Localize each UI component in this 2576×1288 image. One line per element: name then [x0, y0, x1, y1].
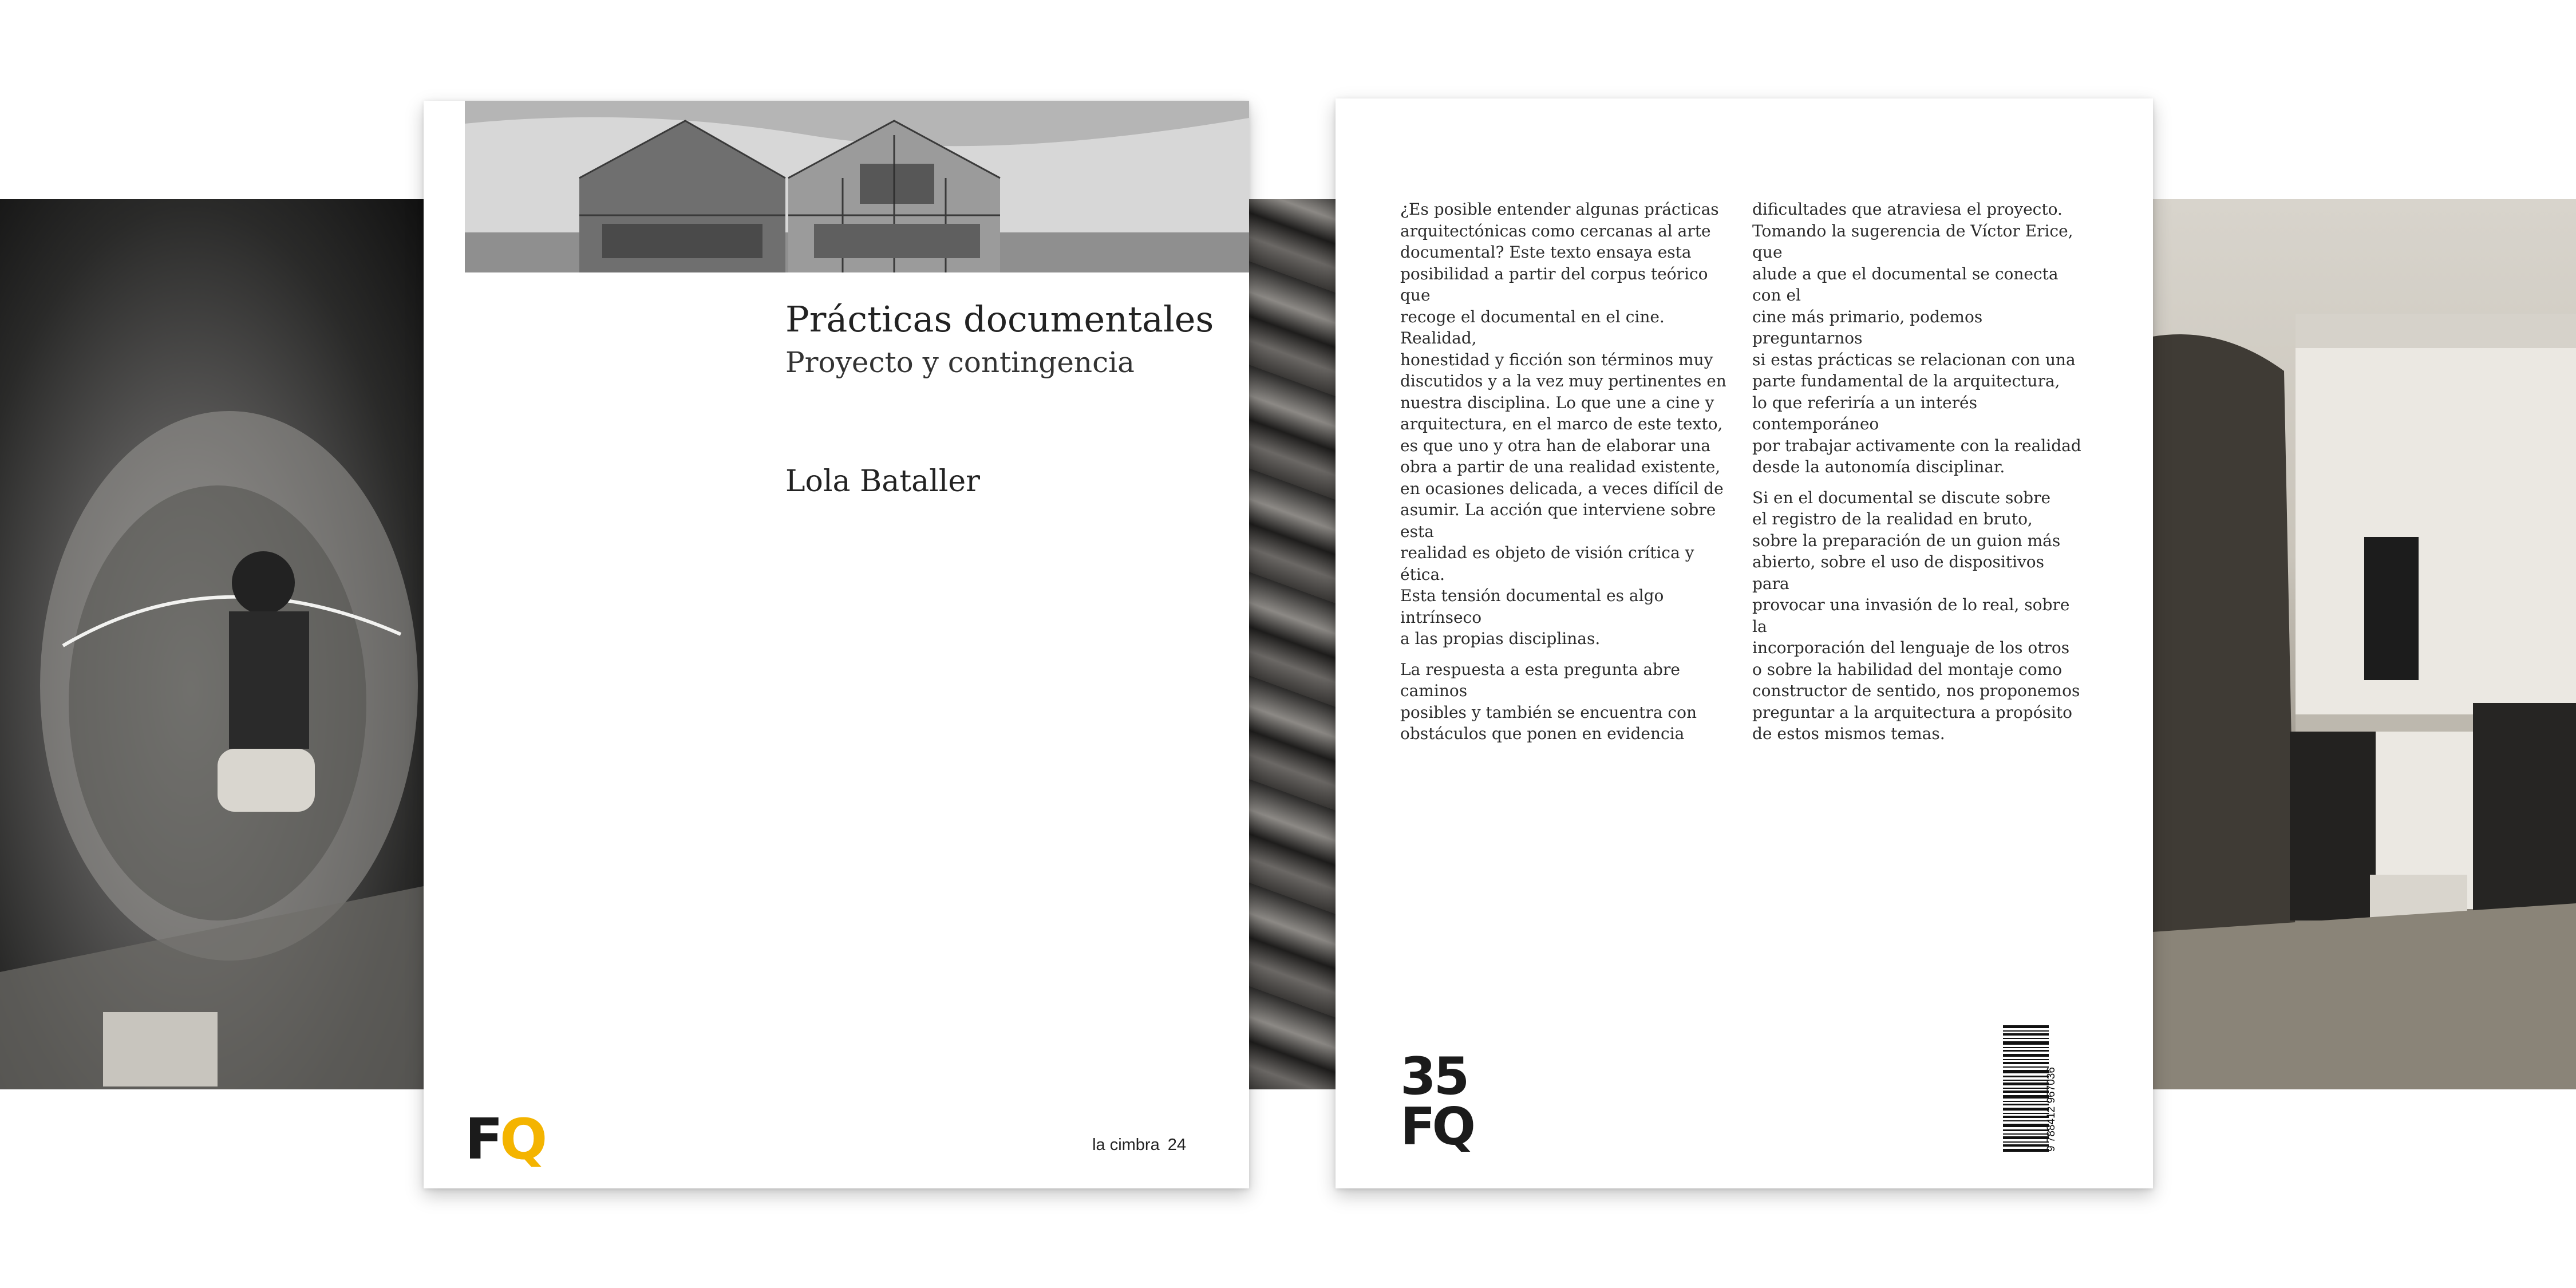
logo-fq: FQ — [1400, 1097, 1472, 1157]
fq-publisher-logo — [465, 1107, 556, 1174]
cover-photo-warehouse — [465, 101, 1249, 272]
book-title: Prácticas documentales — [785, 298, 1214, 340]
35fq-logo — [1400, 1046, 1486, 1166]
blurb-paragraph: La respuesta a esta pregunta abre caminos posibles y también se encuentra con obstáculos que ponen en evidencia — [1400, 659, 1697, 743]
blurb-column-right — [1752, 199, 2084, 754]
blurb-column-left — [1400, 199, 1732, 754]
blurb-paragraph: Si en el documental se discute sobre el registro de la realidad en bruto, sobre la preparación de un guion más abierto, sobre el uso de dispositivos para provocar una invasión de lo real, sobre la incorporación del lenguaje de los otros o sobre la habilidad del montaje como constructor de sentido, nos proponemos preguntar a la arquitectura a propósito de estos mismos temas. — [1752, 488, 2080, 743]
series-name: la cimbra — [1092, 1136, 1160, 1154]
sculptor-photo — [0, 199, 424, 1089]
series-number: 24 — [1167, 1136, 1186, 1154]
isbn-number: 9 788412 967036 — [2045, 1067, 2057, 1152]
front-cover — [424, 101, 1249, 1188]
blurb-paragraph: dificultades que atraviesa el proyecto. Tomando la sugerencia de Víctor Erice, que alude a que el documental se conecta con el cine más primario, podemos preguntarnos si estas prácticas se relacionan con una parte fundamental de la arquitectura, lo que referiría a un interés contemporáneo por trabajar activamente con la realidad desde la autonomía disciplinar. — [1752, 200, 2081, 476]
book-author: Lola Bataller — [785, 464, 981, 499]
series-label — [1092, 1136, 1186, 1155]
background-photo-strip — [0, 199, 2576, 1089]
logo-35: 35 — [1400, 1046, 1468, 1107]
fq-logo-f: F — [465, 1107, 500, 1172]
fq-logo-q: Q — [499, 1107, 544, 1172]
building-photo — [2152, 199, 2576, 1089]
construction-photo — [1248, 199, 1340, 1089]
blurb-paragraph: ¿Es posible entender algunas prácticas arquitectónicas como cercanas al arte documental? Este texto ensaya esta posibilidad a partir del corpus teórico que recoge el documental en el cine. Realidad, honestidad y ficción son términos muy discutidos y a la vez muy pertinentes en nuestra disciplina. Lo que une a cine y arquitectura, en el marco de este texto, es que uno y otra han de elaborar una obra a partir de una realidad existente, en ocasiones delicada, a veces difícil de asumir. La acción que interviene sobre esta realidad es objeto de visión crítica y ética. Esta tensión documental es algo intrínseco a las propias disciplinas. — [1400, 200, 1726, 648]
book-subtitle: Proyecto y contingencia — [785, 346, 1135, 379]
back-cover — [1336, 98, 2153, 1188]
